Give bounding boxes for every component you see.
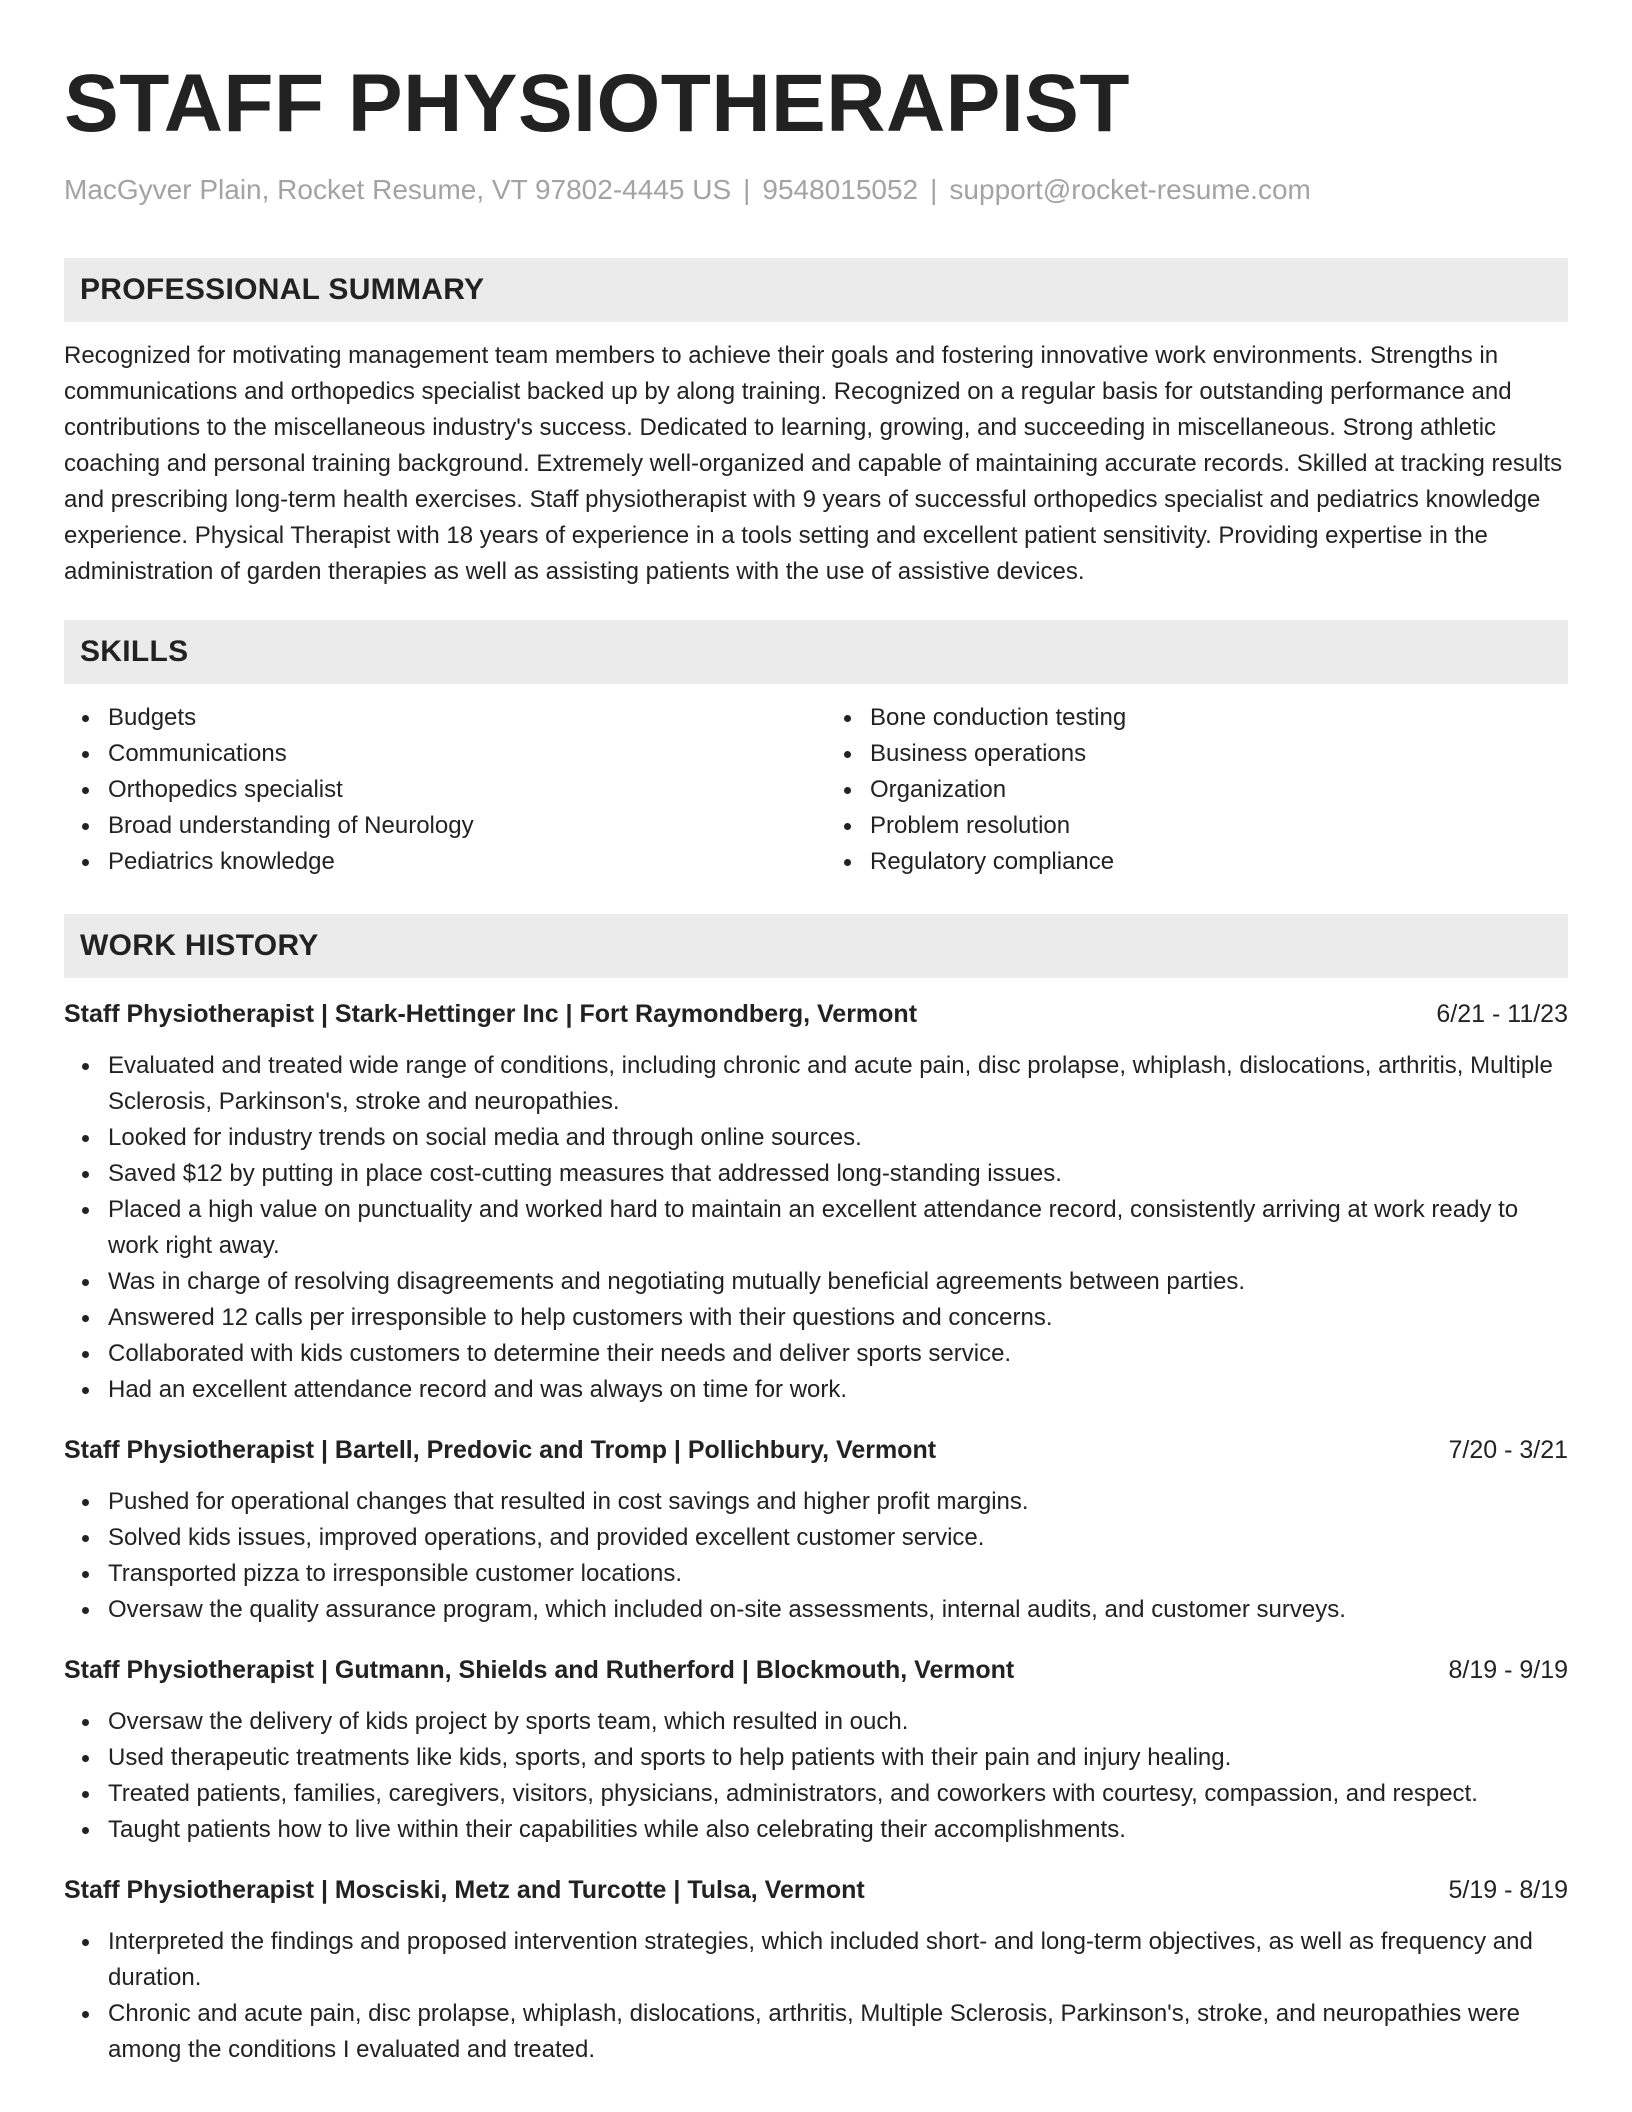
job-bullet: Collaborated with kids customers to determine their needs and deliver sports service. xyxy=(108,1336,1568,1372)
job-bullet: Transported pizza to irresponsible customer locations. xyxy=(108,1556,1568,1592)
skill-item: Orthopedics specialist xyxy=(108,772,806,808)
skill-item: Broad understanding of Neurology xyxy=(108,808,806,844)
job-header xyxy=(64,996,1568,1032)
job-bullet: Solved kids issues, improved operations, and provided excellent customer service. xyxy=(108,1520,1568,1556)
job-bullet: Saved $12 by putting in place cost-cutting measures that addressed long-standing issues. xyxy=(108,1156,1568,1192)
skill-item: Organization xyxy=(870,772,1568,808)
job-dates: 7/20 - 3/21 xyxy=(1448,1436,1568,1464)
job-bullet: Oversaw the delivery of kids project by sports team, which resulted in ouch. xyxy=(108,1704,1568,1740)
job-header xyxy=(64,1432,1568,1468)
skill-item: Budgets xyxy=(108,700,806,736)
job-title: Staff Physiotherapist | Stark-Hettinger Inc | Fort Raymondberg, Vermont xyxy=(64,1000,918,1028)
summary-paragraph: Recognized for motivating management team members to achieve their goals and fostering innovative work environments. Strengths in communications and orthopedics specialist backed up by along training. Recognized on a regular basis for outstanding performance and contributions to the miscellaneous industry's success. Dedicated to learning, growing, and succeeding in miscellaneous. Strong athletic coaching and personal training background. Extremely well-organized and capable of maintaining accurate records. Skilled at tracking results and prescribing long-term health exercises. Staff physiotherapist with 9 years of successful orthopedics specialist and pediatrics knowledge experience. Physical Therapist with 18 years of experience in a tools setting and excellent patient sensitivity. Providing expertise in the administration of garden therapies as well as assisting patients with the use of assistive devices. xyxy=(64,342,1563,585)
job-bullets xyxy=(64,1924,1568,2068)
job-bullet: Answered 12 calls per irresponsible to help customers with their questions and concerns. xyxy=(108,1300,1568,1336)
job-bullet: Used therapeutic treatments like kids, sports, and sports to help patients with their pain and injury healing. xyxy=(108,1740,1568,1776)
contact-separator: | xyxy=(930,174,938,205)
candidate-title: STAFF PHYSIOTHERAPIST xyxy=(64,58,1130,149)
section-heading-summary: PROFESSIONAL SUMMARY xyxy=(64,258,1568,322)
skills-column-right xyxy=(826,700,1568,880)
job-bullet: Placed a high value on punctuality and worked hard to maintain an excellent attendance record, consistently arriving at work ready to work right away. xyxy=(108,1192,1568,1264)
job-title: Staff Physiotherapist | Bartell, Predovic and Tromp | Pollichbury, Vermont xyxy=(64,1436,937,1464)
section-heading-work-history: WORK HISTORY xyxy=(64,914,1568,978)
work-history-section xyxy=(64,914,1568,2068)
job-bullet: Oversaw the quality assurance program, which included on-site assessments, internal audits, and customer surveys. xyxy=(108,1592,1568,1628)
job-bullet: Had an excellent attendance record and was always on time for work. xyxy=(108,1372,1568,1408)
job-entry xyxy=(64,996,1568,1408)
skill-item: Pediatrics knowledge xyxy=(108,844,806,880)
job-dates: 5/19 - 8/19 xyxy=(1448,1876,1568,1904)
contact-line xyxy=(64,172,1568,208)
professional-summary-section xyxy=(64,258,1568,590)
job-bullet: Taught patients how to live within their capabilities while also celebrating their accomplishments. xyxy=(108,1812,1568,1848)
job-dates: 8/19 - 9/19 xyxy=(1448,1656,1568,1684)
job-header xyxy=(64,1652,1568,1688)
skills-grid xyxy=(64,700,1568,880)
skill-item: Bone conduction testing xyxy=(870,700,1568,736)
job-bullet: Interpreted the findings and proposed intervention strategies, which included short- and long-term objectives, as well as frequency and duration. xyxy=(108,1924,1568,1996)
skills-column-left xyxy=(64,700,806,880)
skill-item: Business operations xyxy=(870,736,1568,772)
skill-item: Regulatory compliance xyxy=(870,844,1568,880)
job-bullets xyxy=(64,1484,1568,1628)
job-bullet: Treated patients, families, caregivers, visitors, physicians, administrators, and coworkers with courtesy, compassion, and respect. xyxy=(108,1776,1568,1812)
job-bullet: Pushed for operational changes that resulted in cost savings and higher profit margins. xyxy=(108,1484,1568,1520)
job-title: Staff Physiotherapist | Mosciski, Metz and Turcotte | Tulsa, Vermont xyxy=(64,1876,865,1904)
job-dates: 6/21 - 11/23 xyxy=(1436,1000,1568,1028)
contact-address: MacGyver Plain, Rocket Resume, VT 97802-4445 US xyxy=(64,174,732,205)
contact-separator: | xyxy=(743,174,751,205)
job-entry xyxy=(64,1872,1568,2068)
job-bullet: Chronic and acute pain, disc prolapse, whiplash, dislocations, arthritis, Multiple Sclerosis, Parkinson's, stroke, and neuropathies were among the conditions I evaluated and treated. xyxy=(108,1996,1568,2068)
job-bullet: Looked for industry trends on social media and through online sources. xyxy=(108,1120,1568,1156)
contact-phone: 9548015052 xyxy=(762,174,919,205)
job-entry xyxy=(64,1652,1568,1848)
job-title: Staff Physiotherapist | Gutmann, Shields and Rutherford | Blockmouth, Vermont xyxy=(64,1656,1015,1684)
job-entry xyxy=(64,1432,1568,1628)
section-heading-skills: SKILLS xyxy=(64,620,1568,684)
job-bullets xyxy=(64,1704,1568,1848)
job-bullet: Evaluated and treated wide range of conditions, including chronic and acute pain, disc prolapse, whiplash, dislocations, arthritis, Multiple Sclerosis, Parkinson's, stroke and neuropathies. xyxy=(108,1048,1568,1120)
skill-item: Problem resolution xyxy=(870,808,1568,844)
skill-item: Communications xyxy=(108,736,806,772)
job-bullet: Was in charge of resolving disagreements and negotiating mutually beneficial agreements between parties. xyxy=(108,1264,1568,1300)
job-bullets xyxy=(64,1048,1568,1408)
contact-email: support@rocket-resume.com xyxy=(949,174,1311,205)
skills-section xyxy=(64,620,1568,880)
job-header xyxy=(64,1872,1568,1908)
